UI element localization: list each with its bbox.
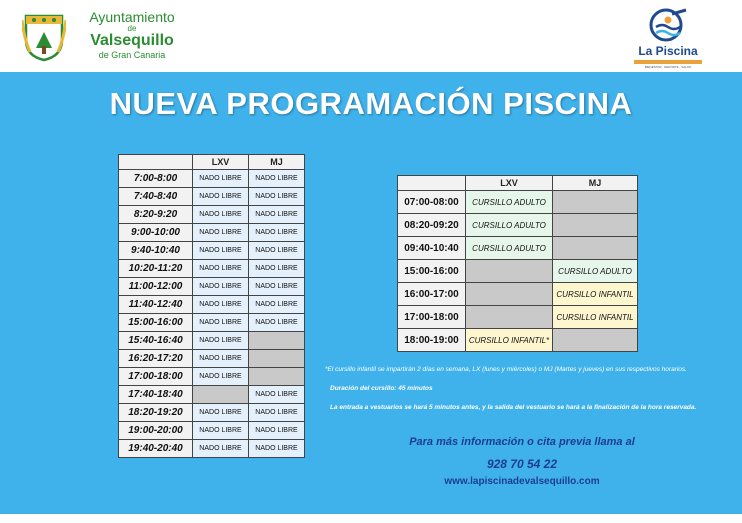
table-row bbox=[398, 283, 638, 306]
lxv-cell: NADO LIBRE bbox=[193, 422, 249, 440]
mj-cell: NADO LIBRE bbox=[249, 296, 305, 314]
mj-cell: NADO LIBRE bbox=[249, 314, 305, 332]
time-slot: 8:20-9:20 bbox=[119, 206, 193, 224]
table-row bbox=[398, 260, 638, 283]
mj-cell bbox=[249, 350, 305, 368]
lxv-cell: NADO LIBRE bbox=[193, 206, 249, 224]
la-piscina-bar bbox=[634, 60, 702, 64]
time-slot: 08:20-09:20 bbox=[398, 214, 466, 237]
time-slot: 7:40-8:40 bbox=[119, 188, 193, 206]
table-row bbox=[119, 332, 305, 350]
header bbox=[0, 0, 742, 72]
lxv-cell bbox=[466, 306, 553, 329]
lxv-cell bbox=[193, 386, 249, 404]
cursillos-table bbox=[397, 175, 638, 352]
swimmer-icon bbox=[648, 8, 688, 42]
table-row bbox=[119, 296, 305, 314]
mj-cell bbox=[553, 191, 638, 214]
ayuntamiento-logo bbox=[22, 8, 192, 66]
lxv-cell: CURSILLO ADULTO bbox=[466, 191, 553, 214]
table-row bbox=[398, 306, 638, 329]
mj-column-header: MJ bbox=[553, 176, 638, 191]
lxv-cell: NADO LIBRE bbox=[193, 224, 249, 242]
lxv-cell: CURSILLO ADULTO bbox=[466, 214, 553, 237]
mj-cell bbox=[553, 329, 638, 352]
table-row bbox=[119, 422, 305, 440]
table-row bbox=[119, 242, 305, 260]
mj-cell: NADO LIBRE bbox=[249, 242, 305, 260]
ayuntamiento-line2: de bbox=[127, 24, 137, 33]
mj-cell: CURSILLO ADULTO bbox=[553, 260, 638, 283]
table-row bbox=[398, 237, 638, 260]
mj-cell: CURSILLO INFANTIL bbox=[553, 283, 638, 306]
ayuntamiento-line3: Valsequillo bbox=[90, 32, 174, 49]
lxv-cell: CURSILLO ADULTO bbox=[466, 237, 553, 260]
la-piscina-tagline: BIENESTAR · DEPORTE · SALUD bbox=[644, 65, 692, 69]
time-slot: 11:00-12:00 bbox=[119, 278, 193, 296]
lxv-column-header: LXV bbox=[193, 155, 249, 170]
mj-cell: NADO LIBRE bbox=[249, 260, 305, 278]
lxv-cell: NADO LIBRE bbox=[193, 314, 249, 332]
mj-cell: NADO LIBRE bbox=[249, 386, 305, 404]
crest-icon bbox=[22, 12, 66, 62]
table-row bbox=[119, 206, 305, 224]
time-slot: 19:40-20:40 bbox=[119, 440, 193, 458]
lxv-cell: NADO LIBRE bbox=[193, 332, 249, 350]
table-row bbox=[119, 260, 305, 278]
lxv-cell: NADO LIBRE bbox=[193, 278, 249, 296]
time-slot: 16:20-17:20 bbox=[119, 350, 193, 368]
table-header-row bbox=[398, 176, 638, 191]
mj-cell bbox=[553, 214, 638, 237]
mj-cell bbox=[553, 237, 638, 260]
table-row bbox=[119, 224, 305, 242]
nado-libre-table bbox=[118, 154, 305, 458]
lxv-cell: NADO LIBRE bbox=[193, 170, 249, 188]
website-link[interactable]: www.lapiscinadevalsequillo.com bbox=[444, 476, 600, 487]
ayuntamiento-line1: Ayuntamiento bbox=[89, 9, 175, 25]
mj-column-header: MJ bbox=[249, 155, 305, 170]
table-row bbox=[119, 188, 305, 206]
mj-cell bbox=[249, 332, 305, 350]
time-slot: 15:00-16:00 bbox=[119, 314, 193, 332]
time-slot: 09:40-10:40 bbox=[398, 237, 466, 260]
mj-cell: NADO LIBRE bbox=[249, 224, 305, 242]
lxv-cell: NADO LIBRE bbox=[193, 242, 249, 260]
time-slot: 07:00-08:00 bbox=[398, 191, 466, 214]
table-row bbox=[398, 329, 638, 352]
table-row bbox=[119, 404, 305, 422]
mj-cell: NADO LIBRE bbox=[249, 422, 305, 440]
table-row bbox=[119, 314, 305, 332]
time-slot: 16:00-17:00 bbox=[398, 283, 466, 306]
time-column-header bbox=[119, 155, 193, 170]
mj-cell: NADO LIBRE bbox=[249, 206, 305, 224]
mj-cell: CURSILLO INFANTIL bbox=[553, 306, 638, 329]
lxv-cell: NADO LIBRE bbox=[193, 368, 249, 386]
cursillos-table-body bbox=[398, 191, 638, 352]
mj-cell: NADO LIBRE bbox=[249, 170, 305, 188]
lxv-cell: NADO LIBRE bbox=[193, 350, 249, 368]
time-slot: 9:40-10:40 bbox=[119, 242, 193, 260]
table-row bbox=[119, 278, 305, 296]
table-row bbox=[119, 440, 305, 458]
time-slot: 11:40-12:40 bbox=[119, 296, 193, 314]
mj-cell bbox=[249, 368, 305, 386]
mj-cell: NADO LIBRE bbox=[249, 440, 305, 458]
time-slot: 18:00-19:00 bbox=[398, 329, 466, 352]
table-row bbox=[398, 214, 638, 237]
time-slot: 15:00-16:00 bbox=[398, 260, 466, 283]
page-title: NUEVA PROGRAMACIÓN PISCINA bbox=[109, 86, 633, 121]
la-piscina-name: La Piscina bbox=[638, 44, 698, 58]
note-vestuarios: La entrada a vestuarios se hará 5 minutos antes, y la salida del vestuario se hará a la finalización de la hora reservada. bbox=[330, 404, 697, 411]
mj-cell: NADO LIBRE bbox=[249, 278, 305, 296]
time-slot: 15:40-16:40 bbox=[119, 332, 193, 350]
lxv-cell: CURSILLO INFANTIL* bbox=[466, 329, 553, 352]
time-slot: 18:20-19:20 bbox=[119, 404, 193, 422]
time-slot: 19:00-20:00 bbox=[119, 422, 193, 440]
contact-phone[interactable]: 928 70 54 22 bbox=[486, 457, 558, 471]
lxv-cell bbox=[466, 260, 553, 283]
mj-cell: NADO LIBRE bbox=[249, 188, 305, 206]
time-slot: 17:40-18:40 bbox=[119, 386, 193, 404]
lxv-cell: NADO LIBRE bbox=[193, 440, 249, 458]
table-row bbox=[119, 350, 305, 368]
table-row bbox=[119, 170, 305, 188]
lxv-cell: NADO LIBRE bbox=[193, 296, 249, 314]
table-row bbox=[119, 386, 305, 404]
lxv-cell: NADO LIBRE bbox=[193, 404, 249, 422]
note-duracion: Duración del cursillo: 45 minutos bbox=[330, 385, 433, 392]
lxv-cell bbox=[466, 283, 553, 306]
note-cursillo-infantil: *El cursillo infantil se impartirán 2 días en semana, LX (lunes y miércoles) o MJ (Martes y jueves) en sus respectivos horarios. bbox=[325, 366, 687, 373]
la-piscina-logo bbox=[628, 8, 708, 68]
contact-info-text: Para más información o cita previa llama al bbox=[409, 436, 635, 448]
time-slot: 17:00-18:00 bbox=[398, 306, 466, 329]
time-slot: 17:00-18:00 bbox=[119, 368, 193, 386]
time-slot: 7:00-8:00 bbox=[119, 170, 193, 188]
table-row bbox=[398, 191, 638, 214]
ayuntamiento-name bbox=[72, 10, 192, 60]
time-slot: 9:00-10:00 bbox=[119, 224, 193, 242]
table-header-row bbox=[119, 155, 305, 170]
ayuntamiento-line4: de Gran Canaria bbox=[98, 50, 166, 60]
lxv-cell: NADO LIBRE bbox=[193, 188, 249, 206]
lxv-cell: NADO LIBRE bbox=[193, 260, 249, 278]
lxv-column-header: LXV bbox=[466, 176, 553, 191]
table-row bbox=[119, 368, 305, 386]
nado-libre-table-body bbox=[119, 170, 305, 458]
time-slot: 10:20-11:20 bbox=[119, 260, 193, 278]
time-column-header bbox=[398, 176, 466, 191]
mj-cell: NADO LIBRE bbox=[249, 404, 305, 422]
